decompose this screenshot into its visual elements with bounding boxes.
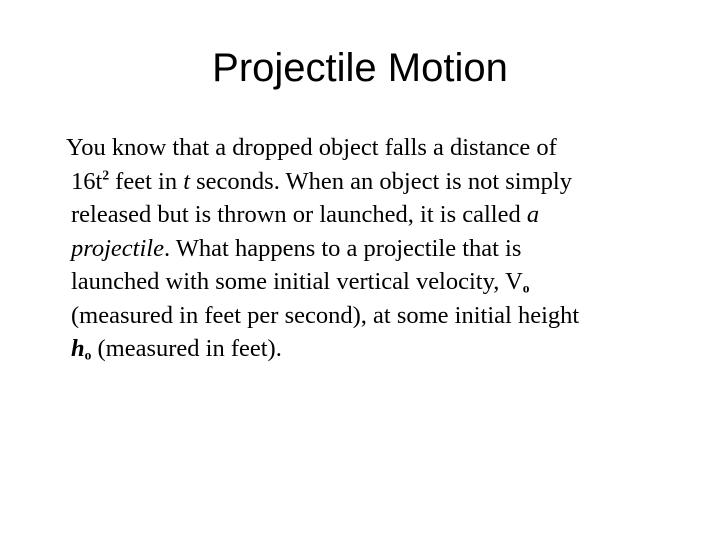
- body-text-segment: seconds. When an object is not simply: [190, 167, 572, 195]
- slide-body: [66, 131, 686, 366]
- body-line-1: [66, 131, 686, 165]
- body-line-3: [66, 198, 686, 232]
- body-line-7: [66, 332, 686, 366]
- body-line-6: [66, 299, 686, 333]
- body-text-segment: launched with some initial vertical velocity, V: [71, 268, 523, 295]
- body-text-segment: (measured in feet per second), at some initial height: [71, 301, 580, 329]
- variable-t: t: [183, 167, 191, 195]
- body-line-2: [66, 165, 686, 199]
- body-text-segment: feet in: [109, 167, 184, 195]
- body-text-segment: You know that a dropped object falls a distance of: [66, 134, 557, 161]
- formula-exponent: 2: [102, 167, 110, 183]
- body-text-segment: (measured in feet).: [91, 335, 282, 362]
- body-line-5: [66, 265, 686, 299]
- body-text-segment: . What happens to a projectile that is: [163, 234, 522, 262]
- body-line-4: [66, 232, 686, 266]
- body-text-segment: released but is thrown or launched, it is called: [71, 201, 527, 228]
- formula-base: 16t: [71, 167, 103, 195]
- emphasis-text: a: [526, 201, 540, 228]
- subscript-o: o: [84, 347, 92, 363]
- slide-title: Projectile Motion: [212, 46, 508, 90]
- subscript-o: o: [522, 280, 530, 296]
- emphasis-text: projectile: [71, 234, 164, 262]
- variable-h: h: [71, 335, 85, 362]
